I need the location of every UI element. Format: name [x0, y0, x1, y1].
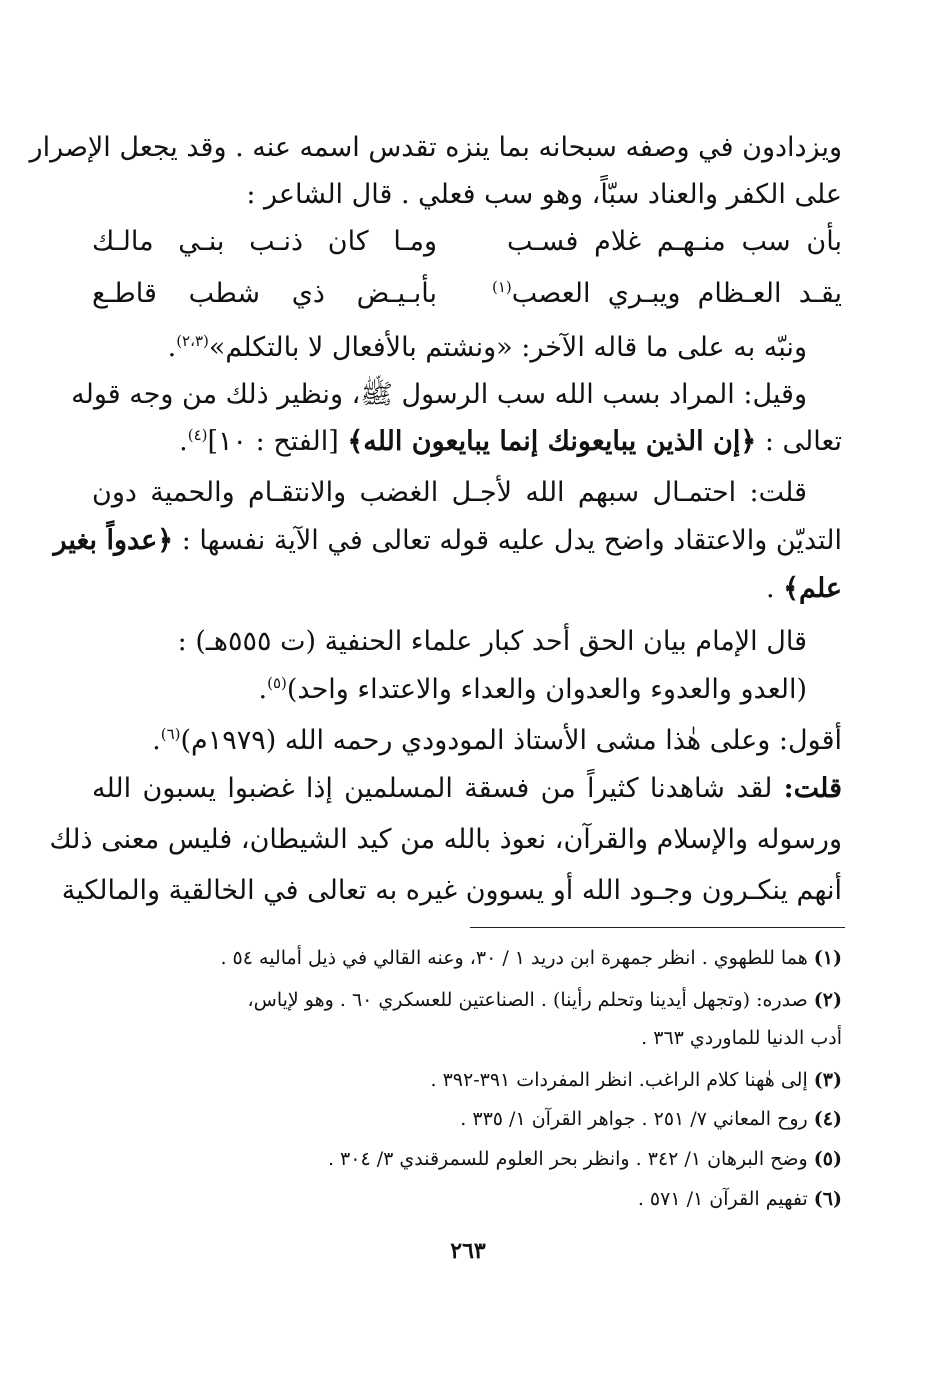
footnote-marker-2-3[interactable]: (٢،٣): [176, 332, 209, 350]
body-line-5: ونبّه به على ما قاله الآخر: «ونشتم بالأفعال لا بالتكلم»$^{(٢،٣)}$.: [167, 332, 807, 363]
body-line-10: علم﴾ .: [765, 573, 842, 604]
body-line-6: وقيل: المراد بسب الله سب الرسول ﷺ، ونظير ذلك من وجه قوله: [71, 379, 807, 410]
verse-1-second-half: بأن سب منـهـم غلام فسـب: [507, 226, 842, 257]
footnote-3: (٣) إلى هٰهنا كلام الراغب. انظر المفردات ٣٩١-٣٩٢ .: [430, 1069, 842, 1091]
body-line-1: ويزدادون في وصفه سبحانه بما ينزه تقدس اسمه عنه . وقد يجعل الإصرار: [29, 132, 842, 163]
footnote-6: (٦) تفهيم القرآن ١/ ٥٧١ .: [637, 1188, 842, 1210]
footnote-marker-6[interactable]: (٦): [160, 725, 181, 743]
quran-phrase-start: ﴿عدواً بغير: [53, 525, 174, 556]
footnote-4: (٤) روح المعاني ٧/ ٢٥١ . جواهر القرآن ١/ ٣٣٥ .: [460, 1108, 842, 1130]
body-line-16: أنهم ينكـرون وجـود الله أو يسوون غيره به تعالى في الخالقية والمالكية: [61, 875, 842, 906]
footnote-marker-5[interactable]: (٥): [267, 674, 287, 692]
qultu-label: قلت:: [783, 773, 842, 804]
body-line-7: تعالى : ﴿إن الذين يبايعونك إنما يبايعون الله﴾ [الفتح : ١٠]$^{(٤)}$.: [179, 426, 842, 457]
page-number: ٢٦٣: [450, 1238, 486, 1264]
body-line-15: ورسوله والإسلام والقرآن، نعوذ بالله من كيد الشيطان، فليس معنى ذلك: [49, 824, 842, 855]
body-line-11: قال الإمام بيان الحق أحد كبار علماء الحنفية (ت ٥٥٥هـ) :: [177, 626, 807, 657]
footnote-5: (٥) وضح البرهان ١/ ٣٤٢ . وانظر بحر العلوم للسمرقندي ٣/ ٣٠٤ .: [327, 1148, 842, 1170]
verse-1-first-half: ومـا كان ذنـب بنـي مالـك: [92, 226, 437, 257]
quran-verse-fath: ﴿إن الذين يبايعونك إنما يبايعون الله﴾: [347, 426, 757, 457]
body-line-14: قلت: لقد شاهدنا كثيراً من فسقة المسلمين إذا غضبوا يسبون الله: [92, 773, 842, 804]
body-line-13: أقول: وعلى هٰذا مشى الأستاذ المودودي رحمه الله (١٩٧٩م)$^{(٦)}$.: [152, 725, 842, 756]
footnote-2-continued: أدب الدنيا للماوردي ٣٦٣ .: [641, 1027, 842, 1049]
body-line-9: التديّن والاعتقاد واضح يدل عليه قوله تعالى في الآية نفسها : ﴿عدواً بغير: [53, 525, 842, 556]
body-line-12: (العدو والعدوء والعدوان والعداء والاعتداء واحد)$^{(٥)}$.: [258, 674, 807, 705]
footnote-marker-4[interactable]: (٤): [187, 426, 208, 444]
footnote-divider: [470, 927, 845, 928]
footnote-2: (٢) صدره: (وتجهل أيدينا وتحلم رأينا) . الصناعتين للعسكري ٦٠ . وهو لإياس،: [247, 989, 842, 1011]
footnote-1: (١) هما للطهوي . انظر جمهرة ابن دريد ١ / ٣٠، وعنه القالي في ذيل أماليه ٥٤ .: [220, 947, 842, 969]
quran-reference: [الفتح : ١٠]: [207, 426, 339, 457]
verse-2-second-half: يقـد العـظام ويبـري العصب$^{(١)}$: [492, 278, 842, 309]
verse-2-first-half: بأبـيـض ذي شطب قاطـع: [92, 278, 437, 309]
footnote-marker-1[interactable]: (١): [492, 278, 512, 296]
quran-phrase-end: علم﴾: [783, 573, 842, 604]
body-line-8: قلت: احتمـال سبهم الله لأجـل الغضب والانتقـام والحمية دون: [92, 477, 807, 508]
body-line-2: على الكفر والعناد سبّاً، وهو سب فعلي . قال الشاعر :: [246, 179, 842, 210]
